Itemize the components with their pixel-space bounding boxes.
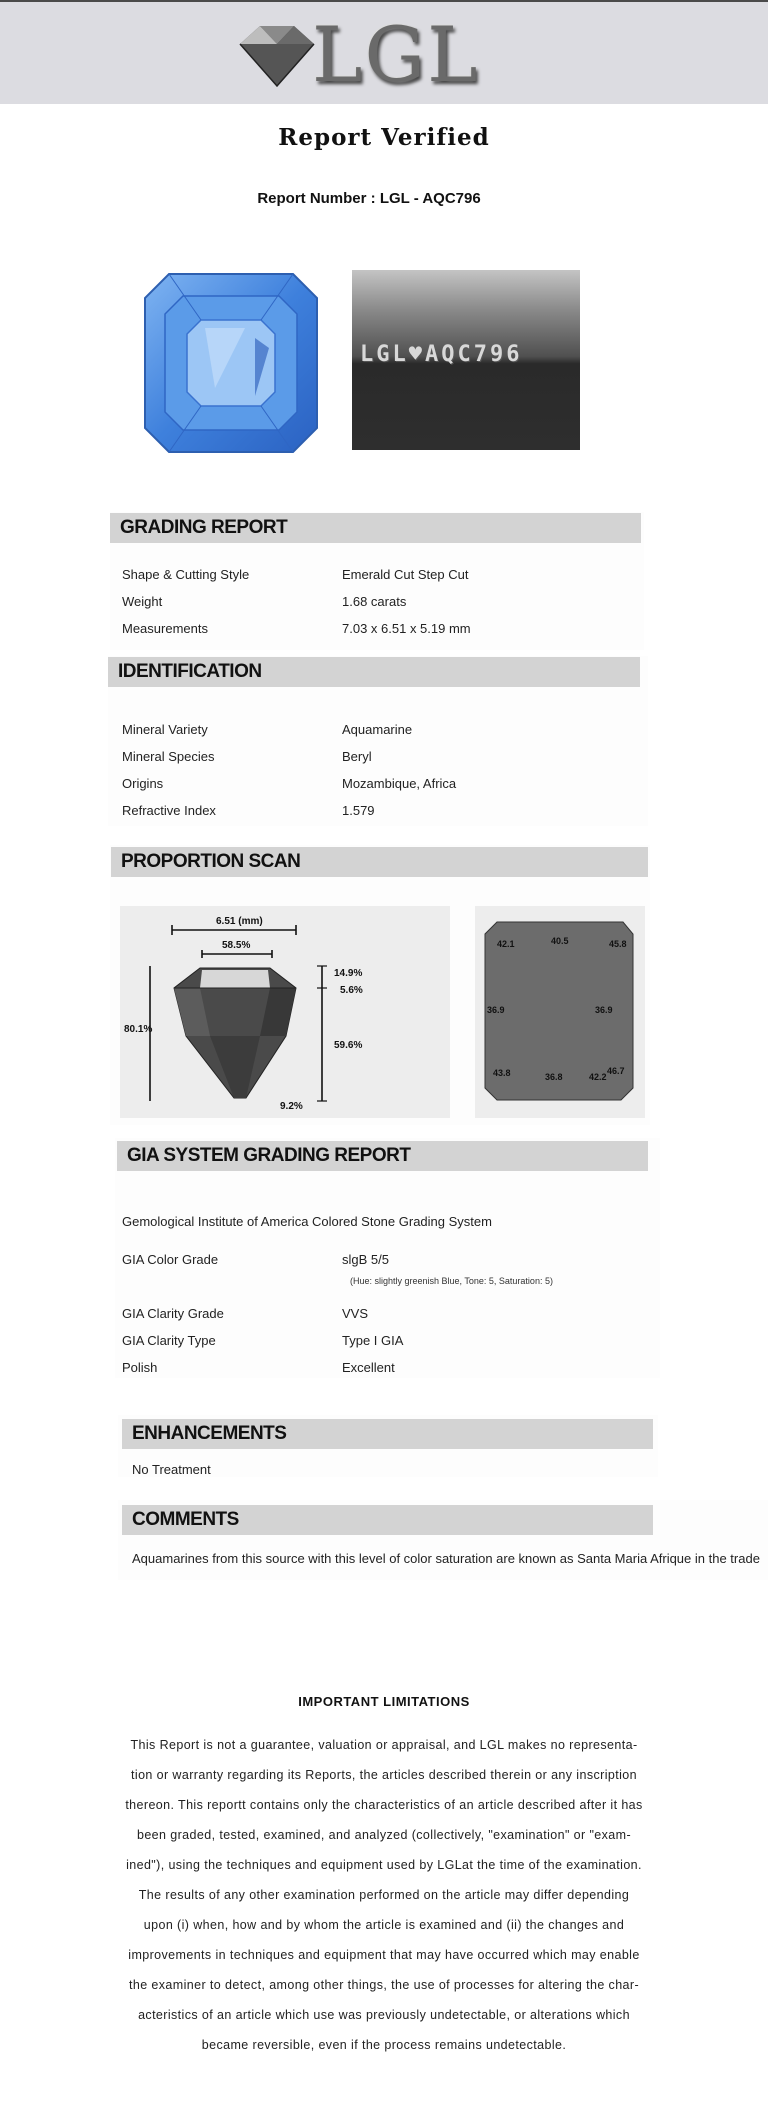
comments-text: Aquamarines from this source with this level of color saturation are known as Santa Maria Afrique in the trade [132, 1551, 760, 1566]
grading-row-value: 1.68 carats [342, 594, 407, 609]
crown-value: 45.8 [609, 939, 627, 949]
limitations-line: This Report is not a guarantee, valuation or appraisal, and LGL makes no representa- [130, 1738, 638, 1752]
pavilion-percent: 59.6% [334, 1040, 363, 1051]
site-header [0, 2, 768, 104]
crown-value: 36.8 [545, 1072, 563, 1082]
crown-value: 42.1 [497, 939, 515, 949]
gia-row-value: Excellent [342, 1360, 395, 1375]
gia-row-label: Polish [122, 1360, 158, 1375]
grading-row-label: Measurements [122, 621, 208, 636]
limitations-line: tion or warranty regarding its Reports, the articles described therein or any inscription [131, 1768, 637, 1782]
inscription-photo [352, 270, 580, 450]
identification-row-value: Beryl [342, 749, 372, 764]
gem-profile-diagram [120, 906, 450, 1118]
gia-subtitle: Gemological Institute of America Colored Stone Grading System [122, 1214, 492, 1229]
gia-grading-header: GIA SYSTEM GRADING REPORT [117, 1141, 648, 1171]
limitations-line: ined"), using the techniques and equipment used by LGLat the time of the examination. [126, 1858, 642, 1872]
gia-row-label: GIA Clarity Type [122, 1333, 216, 1348]
identification-row-value: Mozambique, Africa [342, 776, 457, 791]
width-label: 6.51 (mm) [216, 916, 263, 927]
identification-row-label: Refractive Index [122, 803, 216, 818]
limitations-title: IMPORTANT LIMITATIONS [298, 1694, 470, 1709]
identification-row-label: Mineral Variety [122, 722, 208, 737]
limitations-line: The results of any other examination performed on the article may differ depending [138, 1888, 630, 1902]
limitations-line: been graded, tested, examined, and analyzed (collectively, "examination" or "exam- [136, 1828, 632, 1842]
identification-row-label: Mineral Species [122, 749, 215, 764]
enhancements-text: No Treatment [132, 1462, 211, 1477]
proportion-diagram [120, 906, 450, 1118]
gia-row-value: slgB 5/5 [342, 1252, 389, 1267]
lgl-logo[interactable] [232, 10, 492, 99]
crown-percent: 14.9% [334, 968, 363, 979]
girdle-percent: 5.6% [340, 985, 363, 996]
identification-header: IDENTIFICATION [108, 657, 640, 687]
grading-report-header: GRADING REPORT [110, 513, 641, 543]
gia-row-label: GIA Color Grade [122, 1252, 219, 1267]
crown-value: 46.7 [607, 1066, 625, 1076]
depth-percent: 80.1% [124, 1024, 153, 1035]
gemstone-photo [135, 268, 330, 458]
limitations-line: the examiner to detect, among other things, the use of processes for altering the char- [128, 1978, 640, 1992]
limitations-line: upon (i) when, how and by whom the article is examined and (ii) the changes and [143, 1918, 625, 1932]
limitations-line: improvements in techniques and equipment that may have occurred which may enable [128, 1948, 640, 1962]
diamond-logo-icon [232, 20, 322, 90]
grading-row-value: 7.03 x 6.51 x 5.19 mm [342, 621, 471, 636]
limitations-line: acteristics of an article which use was previously undetectable, or alterations which [138, 2008, 630, 2022]
identification-row-value: Aquamarine [342, 722, 413, 737]
crown-top-view [475, 906, 645, 1118]
grading-row-label: Shape & Cutting Style [122, 567, 250, 582]
identification-row-value: 1.579 [342, 803, 375, 818]
culet-percent: 9.2% [280, 1101, 303, 1112]
grading-row-label: Weight [122, 594, 163, 609]
limitations-line: became reversible, even if the process remains undetectable. [201, 2038, 567, 2052]
gia-row-value: VVS [342, 1306, 369, 1321]
crown-value: 42.2 [589, 1072, 607, 1082]
page-title: Report Verified [278, 124, 490, 151]
logo-text: LGL [312, 10, 480, 99]
crown-value: 36.9 [595, 1005, 613, 1015]
comments-header: COMMENTS [122, 1505, 653, 1535]
color-grade-note: (Hue: slightly greenish Blue, Tone: 5, Saturation: 5) [350, 1276, 553, 1286]
gia-row-label: GIA Clarity Grade [122, 1306, 224, 1321]
crown-value: 40.5 [551, 936, 569, 946]
table-percent: 58.5% [222, 940, 251, 951]
inscription-text: LGL♥AQC796 [360, 342, 523, 367]
grading-row-value: Emerald Cut Step Cut [342, 567, 469, 582]
gia-row-value: Type I GIA [342, 1333, 404, 1348]
proportion-scan-header: PROPORTION SCAN [111, 847, 648, 877]
report-number: Report Number : LGL - AQC796 [257, 190, 481, 207]
limitations-line: thereon. This reportt contains only the characteristics of an article described after it has [125, 1798, 643, 1812]
enhancements-header: ENHANCEMENTS [122, 1419, 653, 1449]
crown-value: 36.9 [487, 1005, 505, 1015]
identification-row-label: Origins [122, 776, 164, 791]
crown-value: 43.8 [493, 1068, 511, 1078]
